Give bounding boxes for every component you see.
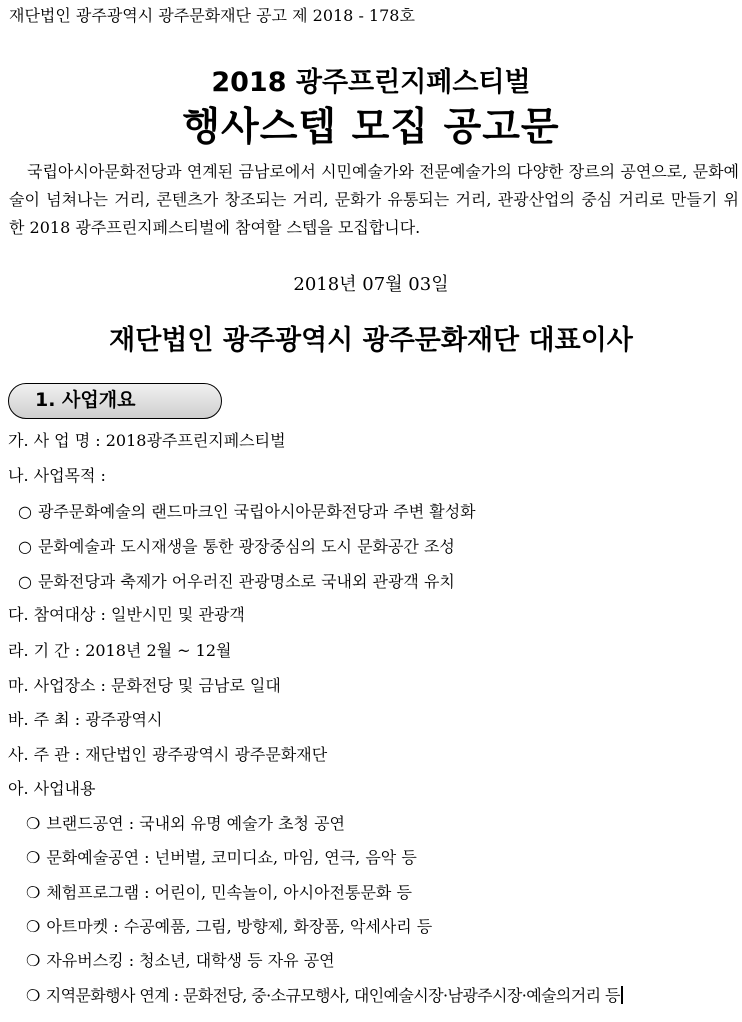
project-name-line: 가. 사 업 명 : 2018광주프린지페스티벌 (8, 431, 286, 450)
organizer-line: 사. 주 관 : 재단법인 광주광역시 광주문화재단 (8, 745, 328, 764)
circle-bullet-icon: ❍ (26, 814, 41, 833)
purpose-item-text: 문화전당과 축제가 어우러진 관광명소로 국내외 관광객 유치 (37, 572, 455, 591)
purpose-item (18, 536, 455, 558)
content-item (26, 985, 623, 1007)
purpose-label: 나. 사업목적 : (8, 466, 106, 485)
content-item (26, 916, 432, 938)
intro-paragraph: 국립아시아문화전당과 연계된 금남로에서 시민예술가와 전문예술가의 다양한 장르의 공연으로, 문화예술이 넘쳐나는 거리, 콘텐츠가 창조되는 거리, 문화가 유통되는 거리, 관광산업의 중심 거리로 만들기 위한 2018 광주프린지페스티벌에 참여할 스텝을 모집합니다. (9, 162, 739, 237)
title-announcement: 행사스텝 모집 공고문 (182, 105, 560, 150)
purpose-item-text: 광주문화예술의 랜드마크인 국립아시아문화전당과 주변 활성화 (37, 502, 476, 521)
circle-bullet-icon: ❍ (26, 883, 41, 902)
notice-number: 재단법인 광주광역시 광주문화재단 공고 제 2018 - 178호 (9, 6, 415, 25)
content-item (26, 950, 335, 972)
content-item-text: 아트마켓 : 수공예품, 그림, 방향제, 화장품, 악세사리 등 (46, 917, 433, 936)
content-item-text: 문화예술공연 : 넌버벌, 코미디쇼, 마임, 연극, 음악 등 (46, 848, 417, 867)
title-festival-name: 2018 광주프린지페스티벌 (211, 67, 531, 98)
purpose-item-text: 문화예술과 도시재생을 통한 광장중심의 도시 문화공간 조성 (37, 537, 455, 556)
purpose-item (18, 571, 455, 593)
circle-bullet-icon: ○ (18, 537, 32, 556)
section-heading-overview: 1. 사업개요 (8, 383, 222, 419)
circle-bullet-icon: ❍ (26, 848, 41, 867)
circle-bullet-icon: ❍ (26, 986, 40, 1005)
period-line: 라. 기 간 : 2018년 2월 ~ 12월 (8, 641, 232, 660)
text-cursor-icon (621, 986, 623, 1004)
purpose-item (18, 501, 476, 523)
content-item-text: 자유버스킹 : 청소년, 대학생 등 자유 공연 (46, 951, 335, 970)
circle-bullet-icon: ❍ (26, 917, 41, 936)
announcement-date: 2018년 07월 03일 (293, 274, 449, 295)
host-line: 바. 주 최 : 광주광역시 (8, 710, 163, 729)
content-item (26, 847, 417, 869)
content-item (26, 882, 412, 904)
circle-bullet-icon: ○ (18, 502, 32, 521)
content-item-text: 체험프로그램 : 어린이, 민속놀이, 아시아전통문화 등 (46, 883, 412, 902)
issuing-organization: 재단법인 광주광역시 광주문화재단 대표이사 (109, 325, 633, 356)
content-item-text: 지역문화행사 연계 : 문화전당, 중·소규모행사, 대인예술시장·남광주시장·예술의거리 등 (45, 986, 620, 1005)
location-line: 마. 사업장소 : 문화전당 및 금남로 일대 (8, 676, 281, 695)
circle-bullet-icon: ❍ (26, 951, 41, 970)
target-line: 다. 참여대상 : 일반시민 및 관광객 (8, 605, 245, 624)
content-item (26, 813, 345, 835)
circle-bullet-icon: ○ (18, 572, 32, 591)
content-item-text: 브랜드공연 : 국내외 유명 예술가 초청 공연 (46, 814, 346, 833)
content-label: 아. 사업내용 (8, 779, 96, 798)
